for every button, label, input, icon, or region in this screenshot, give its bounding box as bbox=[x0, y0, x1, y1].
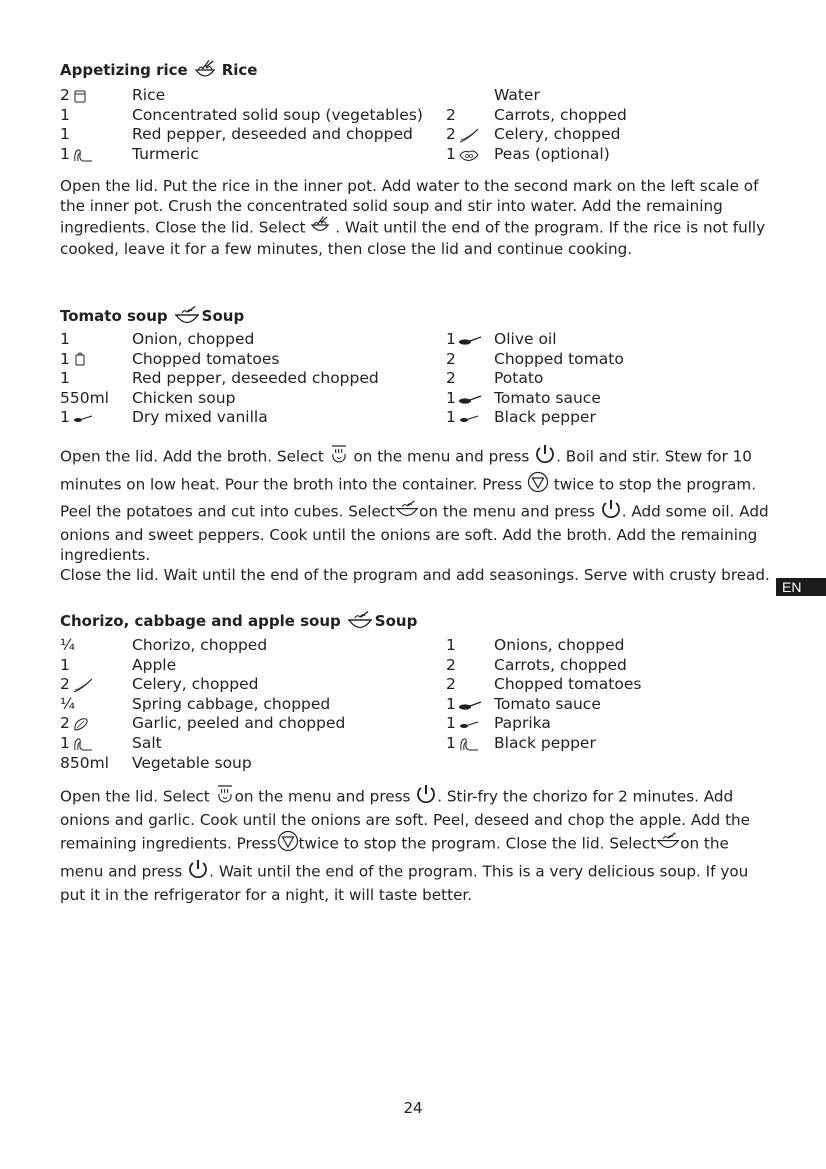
soup-program-icon bbox=[395, 500, 419, 525]
ingredient-name: Tomato sauce bbox=[494, 694, 601, 713]
pinch-icon bbox=[72, 147, 94, 163]
instruction-text: . Stir-fry the chorizo for 2 minutes. Add onions and garlic. Cook until the onions are soft. Peel, deseed and chop the apple. Add the remaining ingredients. Press bbox=[60, 787, 751, 853]
language-tab: EN bbox=[776, 578, 826, 596]
ingredient-name: Chopped tomatoes bbox=[132, 349, 280, 368]
power-button-icon bbox=[534, 443, 556, 471]
quantity-value: 1 bbox=[446, 388, 456, 407]
quantity-value: ¼ bbox=[60, 694, 76, 713]
quantity-value: 1 bbox=[60, 734, 70, 752]
quantity-value: ¼ bbox=[60, 636, 76, 654]
power-button-icon bbox=[415, 783, 437, 811]
ingredient-quantity bbox=[446, 656, 456, 676]
teaspoon-icon bbox=[458, 410, 480, 426]
quantity-value: 2 bbox=[60, 675, 70, 694]
rice-program-icon bbox=[310, 216, 330, 240]
quantity-value: 550ml bbox=[60, 388, 109, 407]
fry-program-icon bbox=[329, 444, 349, 470]
quantity-value: 2 bbox=[60, 714, 70, 733]
ingredient-quantity bbox=[446, 350, 456, 370]
ingredient-quantity bbox=[60, 86, 88, 106]
ingredient-quantity bbox=[446, 636, 456, 656]
teaspoon-icon bbox=[72, 410, 94, 426]
quantity-value: 2 bbox=[446, 105, 456, 124]
quantity-value: 1 bbox=[446, 330, 456, 348]
ingredient-quantity bbox=[60, 125, 70, 145]
ingredient-quantity bbox=[60, 408, 94, 428]
quantity-value: 1 bbox=[446, 714, 456, 733]
instruction-text: Open the lid. Add the broth. Select bbox=[60, 447, 329, 466]
ingredient-name: Apple bbox=[132, 655, 177, 674]
ingredient-quantity bbox=[60, 369, 70, 389]
ingredient-name: Peas (optional) bbox=[494, 144, 610, 163]
pinch-icon bbox=[458, 736, 480, 752]
pinch-icon bbox=[72, 736, 94, 752]
quantity-value: 1 bbox=[60, 655, 70, 674]
recipe-name: Tomato soup bbox=[60, 307, 168, 325]
handful-icon bbox=[458, 147, 480, 163]
ingredient-name: Tomato sauce bbox=[494, 388, 601, 407]
ingredient-name: Vegetable soup bbox=[132, 753, 252, 772]
tablespoon-icon bbox=[458, 391, 482, 407]
ingredient-name: Celery, chopped bbox=[132, 675, 259, 694]
stalk-icon bbox=[72, 677, 94, 693]
ingredient-quantity bbox=[60, 714, 90, 734]
ingredient-quantity bbox=[446, 330, 482, 350]
page-number: 24 bbox=[403, 1099, 423, 1117]
instruction-text: on the menu and press bbox=[60, 834, 729, 881]
quantity-value: 1 bbox=[60, 125, 70, 144]
quantity-value: 1 bbox=[60, 369, 70, 388]
instruction-paragraph bbox=[60, 443, 772, 566]
ingredient-name: Black pepper bbox=[494, 408, 596, 427]
power-button-icon bbox=[187, 858, 209, 886]
quantity-value: 1 bbox=[60, 105, 70, 124]
ingredient-quantity bbox=[60, 695, 75, 715]
quantity-value: 2 bbox=[446, 675, 456, 694]
instruction-text: on the menu and press bbox=[419, 502, 600, 521]
ingredient-quantity bbox=[60, 675, 94, 695]
ingredient-quantity bbox=[446, 695, 482, 715]
ingredient-name: Red pepper, deseeded and chopped bbox=[132, 125, 413, 144]
rice-program-icon bbox=[194, 60, 216, 80]
ingredient-name: Rice bbox=[132, 86, 166, 104]
ingredient-name: Chorizo, chopped bbox=[132, 636, 268, 654]
recipe-instructions bbox=[60, 443, 772, 585]
quantity-value: 1 bbox=[446, 694, 456, 713]
ingredient-quantity bbox=[60, 145, 94, 165]
recipe-instructions bbox=[60, 783, 772, 906]
program-name: Rice bbox=[221, 61, 258, 79]
soup-program-icon bbox=[174, 306, 196, 326]
instruction-text: twice to stop the program. Peel the potatoes and cut into cubes. Select bbox=[60, 475, 757, 521]
ingredient-name: Chicken soup bbox=[132, 388, 236, 407]
recipe-name: Appetizing rice bbox=[60, 61, 188, 79]
quantity-value: 1 bbox=[60, 408, 70, 427]
ingredient-name: Water bbox=[494, 86, 540, 104]
ingredient-name: Chopped tomato bbox=[494, 349, 624, 368]
quantity-value: 2 bbox=[446, 125, 456, 144]
recipe-instructions bbox=[60, 177, 772, 260]
quantity-value: 2 bbox=[446, 369, 456, 388]
quantity-value: 1 bbox=[60, 330, 70, 348]
stop-button-icon bbox=[527, 471, 549, 499]
ingredient-name: Celery, chopped bbox=[494, 125, 621, 144]
quantity-value: 1 bbox=[60, 349, 70, 368]
ingredient-quantity bbox=[446, 389, 482, 409]
ingredient-name: Onions, chopped bbox=[494, 636, 625, 654]
fry-program-icon bbox=[215, 784, 235, 810]
program-name: Soup bbox=[201, 307, 245, 325]
recipe-name: Chorizo, cabbage and apple soup bbox=[60, 612, 341, 630]
instruction-paragraph bbox=[60, 177, 772, 260]
ingredient-quantity bbox=[60, 350, 88, 370]
soup-program-icon bbox=[656, 832, 680, 857]
quantity-value: 1 bbox=[446, 636, 456, 654]
ingredient-quantity bbox=[446, 369, 456, 389]
ingredient-quantity bbox=[60, 754, 109, 774]
quantity-value: 2 bbox=[60, 86, 70, 104]
stop-button-icon bbox=[277, 830, 299, 858]
quantity-value: 850ml bbox=[60, 753, 109, 772]
ingredient-quantity bbox=[446, 734, 480, 754]
ingredient-name: Carrots, chopped bbox=[494, 655, 627, 674]
recipe-title bbox=[60, 306, 244, 326]
instruction-text: Open the lid. Select bbox=[60, 787, 215, 806]
ingredient-quantity bbox=[60, 106, 70, 126]
instruction-text: twice to stop the program. Close the lid. Select bbox=[298, 834, 657, 853]
ingredient-name: Concentrated solid soup (vegetables) bbox=[132, 105, 423, 124]
ingredient-quantity bbox=[446, 408, 480, 428]
teaspoon-icon bbox=[458, 716, 480, 732]
stalk-icon bbox=[458, 127, 480, 143]
ingredient-quantity bbox=[60, 656, 70, 676]
quantity-value: 1 bbox=[446, 734, 456, 752]
can-icon bbox=[72, 351, 88, 367]
ingredient-quantity bbox=[446, 145, 480, 165]
ingredient-name: Paprika bbox=[494, 714, 551, 733]
recipe-title bbox=[60, 60, 257, 80]
ingredient-quantity bbox=[446, 714, 480, 734]
power-button-icon bbox=[600, 498, 622, 526]
cup-icon bbox=[72, 88, 88, 104]
ingredient-quantity bbox=[60, 636, 75, 656]
ingredient-name: Turmeric bbox=[132, 144, 199, 163]
tablespoon-icon bbox=[458, 332, 482, 348]
instruction-paragraph bbox=[60, 566, 772, 586]
ingredient-quantity bbox=[60, 734, 94, 754]
ingredient-quantity bbox=[446, 125, 480, 145]
ingredient-name: Dry mixed vanilla bbox=[132, 408, 268, 427]
instruction-text: . Wait until the end of the program. If the rice is not fully cooked, leave it for a few minutes, then close the lid and continue cooking. bbox=[60, 218, 766, 259]
ingredient-name: Chopped tomatoes bbox=[494, 675, 642, 694]
instruction-text: Open the lid. Put the rice in the inner pot. Add water to the second mark on the left scale of the inner pot. Crush the concentrated solid soup and stir into water. Add the remaining ingredients. Close the lid. Select bbox=[60, 177, 759, 237]
ingredient-quantity bbox=[60, 330, 70, 350]
recipe-title bbox=[60, 611, 417, 631]
instruction-text: . Add some oil. Add onions and sweet peppers. Cook until the onions are soft. Add the broth. Add the remaining ingredients. bbox=[60, 502, 769, 564]
quantity-value: 1 bbox=[446, 144, 456, 163]
ingredient-name: Spring cabbage, chopped bbox=[132, 694, 331, 713]
program-name: Soup bbox=[374, 612, 418, 630]
instruction-text: . Wait until the end of the program. This is a very delicious soup. If you put it in the refrigerator for a night, it will taste better. bbox=[60, 862, 749, 904]
tablespoon-icon bbox=[458, 697, 482, 713]
instruction-text: on the menu and press bbox=[234, 787, 416, 806]
ingredient-name: Garlic, peeled and chopped bbox=[132, 714, 346, 733]
instruction-text: Close the lid. Wait until the end of the program and add seasonings. Serve with crusty bread. bbox=[60, 565, 770, 584]
ingredient-name: Onion, chopped bbox=[132, 330, 255, 348]
ingredient-name: Olive oil bbox=[494, 330, 557, 348]
ingredient-quantity bbox=[446, 106, 456, 126]
ingredient-name: Salt bbox=[132, 734, 162, 752]
ingredient-quantity bbox=[446, 675, 456, 695]
ingredient-name: Potato bbox=[494, 369, 544, 388]
quantity-value: 1 bbox=[60, 144, 70, 163]
ingredient-name: Black pepper bbox=[494, 734, 596, 752]
instruction-text: . Boil and stir. Stew for 10 minutes on low heat. Pour the broth into the container. Press bbox=[60, 447, 752, 494]
instruction-paragraph bbox=[60, 783, 772, 906]
ingredient-name: Carrots, chopped bbox=[494, 105, 627, 124]
ingredient-quantity bbox=[60, 389, 109, 409]
instruction-text: on the menu and press bbox=[348, 447, 535, 466]
quantity-value: 2 bbox=[446, 349, 456, 368]
clove-icon bbox=[72, 716, 90, 732]
quantity-value: 2 bbox=[446, 655, 456, 674]
ingredient-name: Red pepper, deseeded chopped bbox=[132, 369, 379, 388]
quantity-value: 1 bbox=[446, 408, 456, 427]
soup-program-icon bbox=[347, 611, 369, 631]
